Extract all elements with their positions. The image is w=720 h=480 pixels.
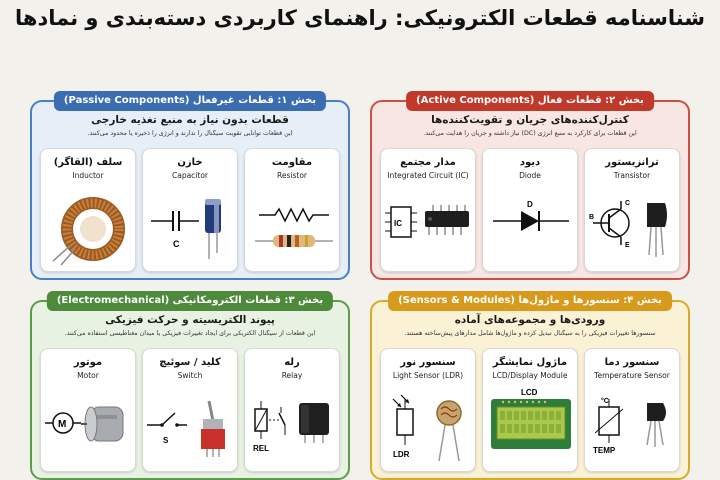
card-title-en: Inductor	[72, 171, 104, 180]
diode-icon	[483, 185, 579, 271]
section-description: این قطعات برای کارکرد به منبع انرژی (DC) نیاز داشته و جریان را هدایت می‌کنند.	[423, 130, 637, 137]
card-resistor	[244, 148, 340, 272]
card-inductor	[40, 148, 136, 272]
card-light-sensor	[380, 348, 476, 472]
section-electromechanical	[30, 295, 350, 480]
section-passive	[30, 95, 350, 280]
card-title-en: Diode	[519, 171, 541, 180]
switch-icon	[143, 385, 239, 471]
relay-label: REL	[253, 444, 269, 453]
diode-label: D	[527, 200, 533, 209]
temp-unit-label: °C	[601, 398, 609, 405]
capacitor-icon	[143, 185, 239, 271]
lcd-module-icon	[483, 385, 579, 471]
card-title-en: Temperature Sensor	[594, 371, 670, 380]
section-subtitle: کنترل‌کننده‌های جریان و تقویت‌کننده‌ها	[431, 114, 629, 126]
card-title-fa: ماژول نمایشگر	[492, 357, 568, 368]
card-title-fa: ترانزیستور	[605, 157, 659, 168]
card-title-fa: مدار مجتمع	[400, 157, 456, 168]
page-title: شناسنامه قطعات الکترونیکی: راهنمای کاربردی دسته‌بندی و نمادها	[15, 6, 705, 30]
motor-icon	[41, 385, 137, 471]
section-sensors-modules	[370, 295, 690, 480]
card-transistor	[584, 148, 680, 272]
ldr-label: LDR	[393, 450, 410, 459]
card-title-fa: کلید / سوئیچ	[159, 357, 221, 368]
relay-icon	[245, 385, 341, 471]
card-title-en: Motor	[77, 371, 99, 380]
card-title-en: LCD/Display Module	[492, 371, 568, 380]
card-title-fa: خازن	[177, 157, 203, 168]
section-subtitle: ورودی‌ها و مجموعه‌های آماده	[454, 314, 606, 326]
pin-c-label: C	[625, 200, 631, 207]
section-header: بخش ۱: قطعات غیرفعال (Passive Components)	[54, 91, 326, 111]
section-description: این قطعات از سیگنال الکتریکی برای ایجاد تغییرات فیزیکی یا میدان مغناطیسی استفاده می‌کنند.	[64, 330, 316, 337]
ic-chip-icon	[381, 185, 477, 271]
section-description: سنسورها تغییرات فیزیکی را به سیگنال تبدیل کرده و ماژول‌ها شامل مدارهای پیش‌ساخته هستند.	[404, 330, 656, 337]
card-title-en: Capacitor	[171, 171, 208, 180]
card-title-en: Light Sensor (LDR)	[392, 371, 464, 380]
card-title-fa: سنسور دما	[604, 357, 660, 368]
card-lcd-module	[482, 348, 578, 472]
ic-label: IC	[394, 219, 402, 228]
card-title-fa: سلف (القاگر)	[53, 157, 123, 168]
resistor-icon	[245, 185, 341, 271]
inductor-icon	[41, 185, 137, 271]
card-temperature-sensor	[584, 348, 680, 472]
card-title-en: Transistor	[613, 171, 651, 180]
motor-label: M	[58, 419, 67, 430]
card-title-fa: موتور	[73, 357, 103, 368]
section-header: بخش ۴: سنسورها و ماژول‌ها (Sensors & Modules)	[388, 291, 672, 311]
card-diode	[482, 148, 578, 272]
card-relay	[244, 348, 340, 472]
ldr-icon	[381, 385, 477, 471]
card-title-fa: سنسور نور	[400, 357, 456, 368]
section-header: بخش ۲: قطعات فعال (Active Components)	[406, 91, 654, 111]
section-subtitle: قطعات بدون نیاز به منبع تغذیه خارجی	[91, 114, 289, 126]
card-title-en: Relay	[281, 371, 303, 380]
card-ic	[380, 148, 476, 272]
section-description: این قطعات توانایی تقویت سیگنال را ندارند و انرژی را ذخیره یا محدود می‌کنند.	[87, 130, 293, 137]
switch-label: S	[163, 436, 169, 445]
lcd-label: LCD	[521, 388, 538, 397]
section-subtitle: پیوند الکتریسیته و حرکت فیزیکی	[105, 314, 275, 326]
pin-e-label: E	[625, 242, 630, 249]
temp-label: TEMP	[593, 446, 616, 455]
pin-b-label: B	[589, 214, 595, 221]
temperature-sensor-icon	[585, 385, 681, 471]
card-title-en: Resistor	[277, 171, 307, 180]
card-switch	[142, 348, 238, 472]
card-title-fa: رله	[284, 357, 300, 368]
card-title-en: Integrated Circuit (IC)	[387, 171, 469, 180]
card-title-fa: مقاومت	[271, 157, 313, 168]
section-header: بخش ۳: قطعات الکترومکانیکی (Electromechanical)	[47, 291, 333, 311]
section-active	[370, 95, 690, 280]
transistor-icon	[585, 185, 681, 271]
card-capacitor	[142, 148, 238, 272]
card-title-en: Switch	[177, 371, 203, 380]
card-title-fa: دیود	[519, 157, 541, 168]
capacitor-label: C	[173, 239, 180, 249]
card-motor	[40, 348, 136, 472]
